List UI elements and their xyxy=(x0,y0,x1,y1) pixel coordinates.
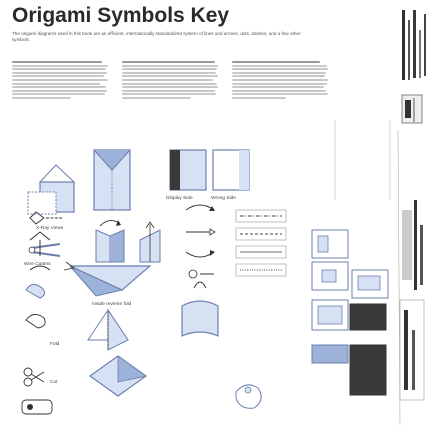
label-wrong-side: Wrong Side xyxy=(211,196,236,201)
step-strip-lines xyxy=(335,120,390,200)
wire-cutters-icon xyxy=(29,244,60,256)
x-ray-view-diagram xyxy=(28,165,74,214)
display-side-diagram xyxy=(170,150,206,190)
hand-icon xyxy=(236,385,261,408)
squash-fold-diagram xyxy=(94,150,130,210)
label-wire-cutters: Wire Cutters xyxy=(24,262,51,267)
cut-line-icon xyxy=(22,400,52,414)
arrow-symbol-set xyxy=(186,205,215,278)
turn-over-diagram xyxy=(90,356,146,396)
pleat-diagram xyxy=(96,220,124,262)
label-cut: Cut xyxy=(50,380,58,385)
intro-paragraph: The origami diagrams used in this book are an efficient, internationally standardized system of lines and arrows, dots, dashes, and a few other symbols. xyxy=(12,31,301,42)
label-display-side: Display Side xyxy=(166,196,193,201)
wrong-side-diagram xyxy=(213,150,249,190)
page-title: Origami Symbols Key xyxy=(12,4,230,27)
inside-reverse-fold-diagram xyxy=(64,262,150,296)
curl-diagram xyxy=(182,282,218,336)
label-x-ray-views: X-Ray Views xyxy=(36,226,64,231)
right-edge-strip xyxy=(396,0,430,430)
valley-fold-diagram xyxy=(88,310,128,350)
sink-diagram xyxy=(140,222,160,262)
scissors-icon xyxy=(24,368,44,386)
line-symbol-set xyxy=(236,210,286,276)
label-inside-reverse-fold: Inside reverse fold xyxy=(92,302,132,307)
flap-boxes xyxy=(312,230,388,395)
label-fold: Fold xyxy=(50,342,60,347)
